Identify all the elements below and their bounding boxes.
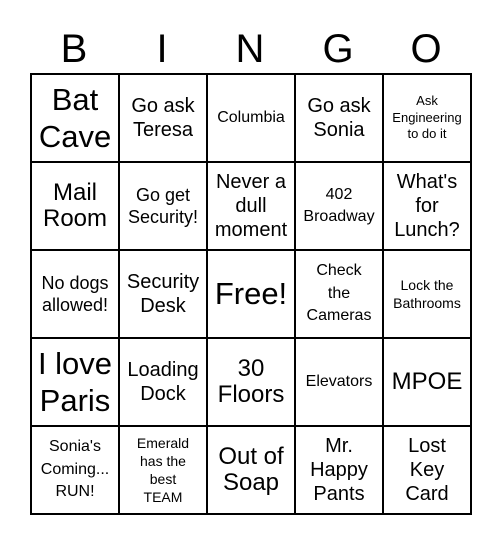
bingo-cell[interactable]	[295, 162, 383, 250]
bingo-cell[interactable]	[31, 162, 119, 250]
bingo-cell[interactable]	[207, 74, 295, 162]
bingo-cell[interactable]	[295, 74, 383, 162]
bingo-cell-text: Check the Cameras	[306, 262, 372, 325]
bingo-cell[interactable]	[119, 74, 207, 162]
bingo-cell[interactable]	[207, 250, 295, 338]
bingo-cell-text: I love Paris	[37, 345, 113, 418]
bingo-cell-text: Ask Engineering to do it	[392, 92, 462, 142]
bingo-cell[interactable]	[119, 338, 207, 426]
bingo-cell[interactable]	[31, 250, 119, 338]
bingo-cell-text: Emerald has the best TEAM	[136, 434, 190, 506]
bingo-cell-text: Out of Soap	[218, 442, 284, 496]
bingo-cell-text: Never a dull moment	[214, 171, 288, 241]
bingo-cell-text: Mr. Happy Pants	[310, 435, 368, 505]
bingo-cell-text: Loading Dock	[127, 359, 199, 405]
bingo-cell-text: 30 Floors	[217, 354, 285, 408]
header-letter-b: B	[60, 27, 88, 71]
bingo-cell[interactable]	[119, 250, 207, 338]
bingo-cell-text: Mail Room	[42, 178, 108, 232]
header-letter-g: G	[322, 27, 354, 71]
header-letter-o: O	[410, 27, 442, 71]
bingo-cell[interactable]	[383, 338, 471, 426]
bingo-cell-text: No dogs allowed!	[41, 272, 109, 315]
bingo-cell[interactable]	[295, 338, 383, 426]
bingo-cell[interactable]	[207, 162, 295, 250]
bingo-cell-text: Sonia's Coming... RUN!	[40, 438, 110, 501]
bingo-cell-text: MPOE	[391, 367, 463, 395]
bingo-cell-text: Go ask Teresa	[131, 95, 195, 141]
header-letter-n: N	[235, 27, 265, 71]
bingo-header	[30, 26, 472, 72]
bingo-cell-text: Lock the Bathrooms	[393, 276, 461, 311]
bingo-cell[interactable]	[119, 162, 207, 250]
bingo-cell-text: 402 Broadway	[303, 185, 375, 225]
bingo-cell[interactable]	[383, 74, 471, 162]
bingo-cell[interactable]	[31, 426, 119, 514]
bingo-cell[interactable]	[295, 426, 383, 514]
bingo-cell[interactable]	[207, 338, 295, 426]
header-letter-i: I	[156, 27, 168, 71]
bingo-cell-text: Free!	[214, 276, 288, 312]
bingo-cell-text: Bat Cave	[38, 81, 112, 154]
bingo-grid	[30, 73, 472, 515]
bingo-cell-text: Columbia	[217, 108, 285, 126]
bingo-cell[interactable]	[31, 338, 119, 426]
bingo-cell[interactable]	[383, 426, 471, 514]
bingo-cell-text: Elevators	[305, 372, 373, 390]
bingo-cell[interactable]	[295, 250, 383, 338]
bingo-cell[interactable]	[119, 426, 207, 514]
bingo-cell[interactable]	[207, 426, 295, 514]
bingo-cell-text: Security Desk	[126, 271, 200, 317]
bingo-cell[interactable]	[31, 74, 119, 162]
bingo-cell-text: Go ask Sonia	[307, 95, 371, 141]
bingo-cell-text: What's for Lunch?	[394, 171, 460, 241]
bingo-cell[interactable]	[383, 250, 471, 338]
bingo-cell-text: Lost Key Card	[405, 435, 449, 505]
bingo-cell-text: Go get Security!	[127, 184, 199, 227]
bingo-cell[interactable]	[383, 162, 471, 250]
